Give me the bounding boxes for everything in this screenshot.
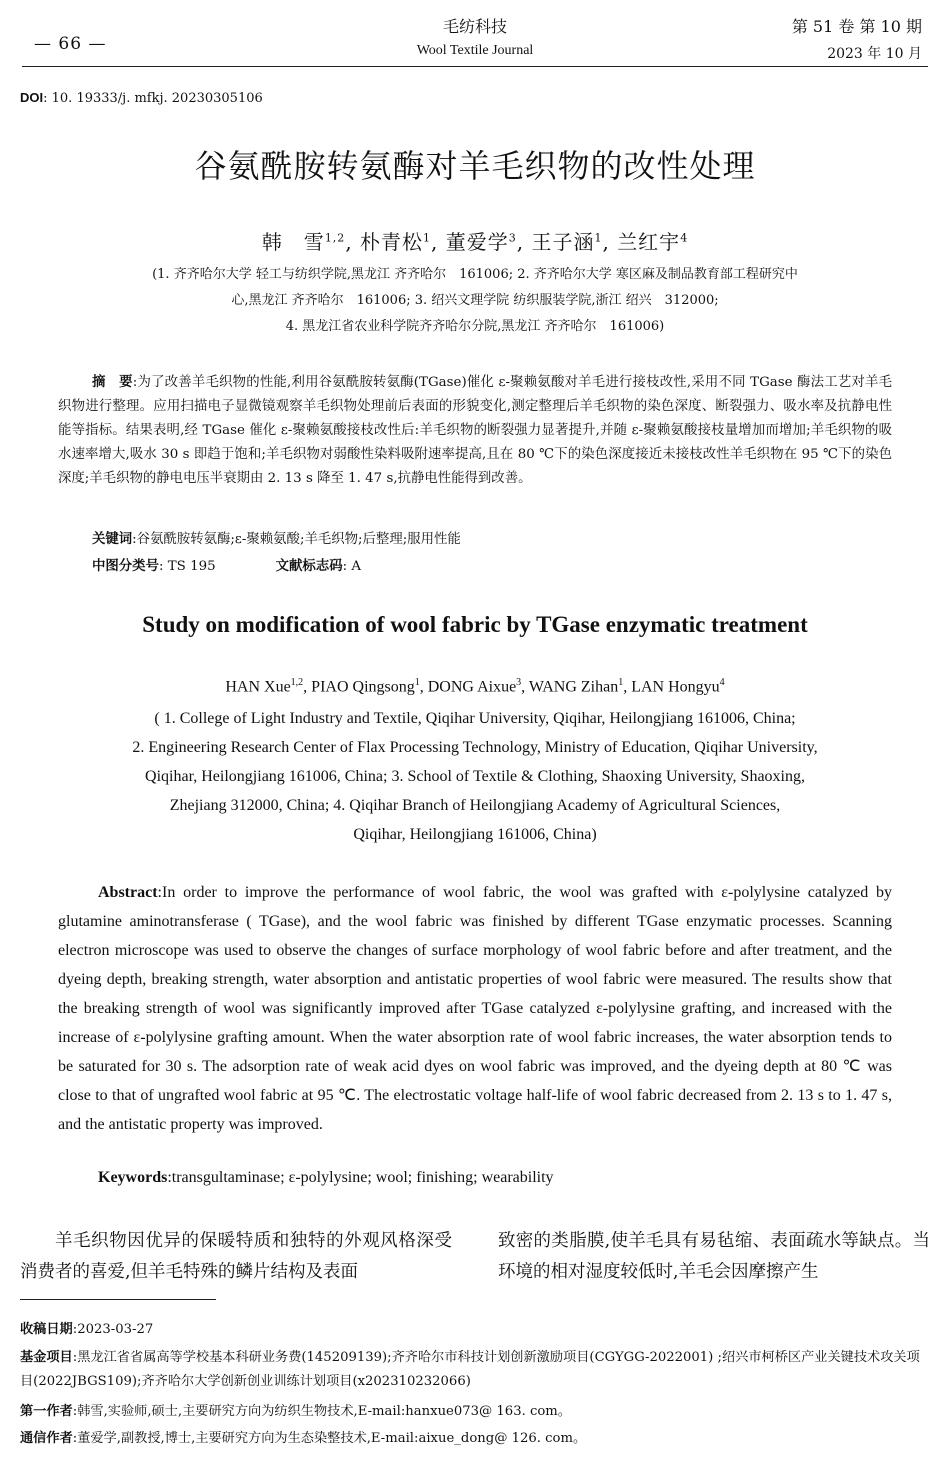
fund-label: 基金项目 bbox=[20, 1349, 73, 1364]
keywords-en bbox=[98, 1169, 554, 1187]
journal-name-cn: 毛纺科技 bbox=[442, 17, 507, 36]
paper-title-cn: 谷氨酰胺转氨酶对羊毛织物的改性处理 bbox=[194, 147, 756, 185]
doi bbox=[20, 90, 263, 106]
keywords-cn-text: :谷氨酰胺转氨酶;ε-聚赖氨酸;羊毛织物;后整理;服用性能 bbox=[132, 532, 461, 547]
abstract-en bbox=[58, 878, 892, 1139]
affiliation-line: (1. 齐齐哈尔大学 轻工与纺织学院,黑龙江 齐齐哈尔 161006; 2. 齐齐哈尔大学 寒区麻及制品教育部工程研究中 bbox=[152, 267, 798, 282]
author-sep: , bbox=[521, 678, 529, 696]
author-sup: 4 bbox=[719, 677, 725, 688]
author-name: 王子涵 bbox=[531, 230, 595, 254]
author-sup: 1 bbox=[414, 677, 420, 688]
author-name: WANG Zihan bbox=[528, 678, 619, 696]
author-sup: 1,2 bbox=[290, 677, 304, 688]
received-date: :2023-03-27 bbox=[72, 1322, 154, 1337]
author-sup: 3 bbox=[508, 231, 517, 245]
author-sep: , bbox=[516, 230, 525, 254]
footnote-rule bbox=[20, 1299, 216, 1300]
author-name: 韩 雪 bbox=[261, 230, 325, 254]
keywords-en-text: :transgultaminase; ε-polylysine; wool; finishing; wearability bbox=[167, 1169, 554, 1186]
abstract-en-text: :In order to improve the performance of wool fabric, the wool was grafted with ε-polylysine catalyzed by glutamine aminotransferase ( TGase), and the wool fabric was finished by different TGase enzymatic processes. Scanning electron microscope was used to observe the changes of surface morphology of wool fabric before and after treatment, and the dyeing depth, breaking strength, water absorption and antistatic properties of wool fabric were measured. The results show that the breaking strength of wool was significantly improved after TGase catalyzed ε-polylysine grafting, and increased with the increase of ε-polylysine grafting amount. When the water absorption rate of wool fabric increases, the water absorption tends to be saturated for 30 s. The adsorption rate of weak acid dyes on wool fabric was improved, and the dyeing depth at 80 ℃ was close to that of ungrafted wool fabric at 95 ℃. The electrostatic voltage half-life of wool fabric decreased from 2. 13 s to 1. 47 s, and the antistatic property was improved. bbox=[58, 884, 892, 1133]
author-sup: 1 bbox=[594, 231, 603, 245]
author-name: 董爱学 bbox=[445, 230, 509, 254]
authors-en bbox=[0, 677, 950, 696]
affiliation-line: Qiqihar, Heilongjiang 161006, China; 3. School of Textile & Clothing, Shaoxing University, Shaoxing, bbox=[145, 768, 805, 785]
author-name: LAN Hongyu bbox=[631, 678, 720, 696]
affiliation-line: 心,黑龙江 齐齐哈尔 161006; 3. 绍兴文理学院 纺织服装学院,浙江 绍兴 312000; bbox=[231, 293, 719, 308]
page-number: — 66 — bbox=[34, 34, 107, 54]
author-name: PIAO Qingsong bbox=[311, 678, 415, 696]
author-name: HAN Xue bbox=[225, 678, 291, 696]
abstract-en-label: Abstract bbox=[98, 884, 158, 901]
keywords-cn bbox=[92, 528, 461, 547]
footnote-first-author bbox=[20, 1399, 932, 1424]
affiliations-en bbox=[30, 704, 920, 849]
author-name: DONG Aixue bbox=[427, 678, 517, 696]
doi-value: : 10. 19333/j. mfkj. 20230305106 bbox=[43, 91, 263, 106]
affiliations-cn bbox=[40, 262, 910, 340]
keywords-cn-label: 关键词 bbox=[92, 531, 133, 546]
author-name: 朴青松 bbox=[360, 230, 424, 254]
author-sup: 1,2 bbox=[324, 231, 346, 245]
affiliation-line: Zhejiang 312000, China; 4. Qiqihar Branch of Heilongjiang Academy of Agricultural Sciences, bbox=[169, 797, 781, 814]
issue-date: 2023 年 10 月 bbox=[827, 46, 922, 62]
header-rule bbox=[22, 66, 928, 67]
doc-code-label: 文献标志码 bbox=[275, 558, 343, 573]
clc-label: 中图分类号 bbox=[92, 558, 159, 573]
corr-author-text: :董爱学,副教授,博士,主要研究方向为生态染整技术,E-mail:aixue_dong@ 126. com。 bbox=[72, 1431, 587, 1446]
received-label: 收稿日期 bbox=[20, 1321, 73, 1336]
abstract-cn-text: :为了改善羊毛织物的性能,利用谷氨酰胺转氨酶(TGase)催化 ε-聚赖氨酸对羊毛进行接枝改性,采用不同 TGase 酶法工艺对羊毛织物进行整理。应用扫描电子显微镜观察羊毛织物处理前后表面的形貌变化,测定整理后羊毛织物的染色深度、断裂强力、吸水率及抗静电性能等指标。结果表明,经 TGase 催化 ε-聚赖氨酸接枝改性后:羊毛织物的断裂强力显著提升,并随 ε-聚赖氨酸接枝量增加而增加;羊毛织物的吸水速率增大,吸水 30 s 即趋于饱和;羊毛织物对弱酸性染料吸附速率提高,且在 80 ℃下的染色深度接近未接枝改性羊毛织物在 95 ℃下的染色深度;羊毛织物的静电电压半衰期由 2. 13 s 降至 1. 47 s,抗静电性能得到改善。 bbox=[58, 375, 892, 486]
footnote-corresponding-author bbox=[20, 1426, 932, 1451]
doc-code-value: : A bbox=[342, 559, 362, 574]
classification bbox=[92, 555, 361, 574]
affiliation-line: 4. 黑龙江省农业科学院齐齐哈尔分院,黑龙江 齐齐哈尔 161006) bbox=[285, 319, 665, 334]
author-sep: , bbox=[431, 230, 439, 254]
corr-author-label: 通信作者 bbox=[20, 1430, 73, 1445]
author-sep: , bbox=[602, 230, 610, 254]
paper-title-en: Study on modification of wool fabric by TGase enzymatic treatment bbox=[142, 612, 808, 637]
affiliation-line: Qiqihar, Heilongjiang 161006, China) bbox=[353, 826, 597, 843]
first-author-text: :韩雪,实验师,硕士,主要研究方向为纺织生物技术,E-mail:hanxue073@ 163. com。 bbox=[72, 1404, 571, 1419]
keywords-en-label: Keywords bbox=[98, 1169, 168, 1186]
author-sep: , bbox=[623, 678, 632, 696]
volume-issue: 第 51 卷 第 10 期 bbox=[791, 17, 922, 36]
body-text-right: 致密的类脂膜,使羊毛具有易毡缩、表面疏水等缺点。当环境的相对湿度较低时,羊毛会因摩擦产生 bbox=[498, 1231, 930, 1282]
author-sup: 3 bbox=[516, 677, 522, 688]
affiliation-line: ( 1. College of Light Industry and Textile, Qiqihar University, Qiqihar, Heilongjiang 161006, China; bbox=[154, 710, 796, 727]
footnote-fund bbox=[20, 1345, 932, 1394]
body-text-left: 羊毛织物因优异的保暖特质和独特的外观风格深受消费者的喜爱,但羊毛特殊的鳞片结构及表面 bbox=[20, 1231, 452, 1282]
journal-name-en: Wool Textile Journal bbox=[416, 43, 534, 58]
author-sep: , bbox=[303, 678, 312, 696]
author-name: 兰红宇 bbox=[617, 230, 681, 254]
author-sup: 1 bbox=[618, 677, 624, 688]
author-sup: 1 bbox=[423, 231, 432, 245]
clc-value: : TS 195 bbox=[158, 559, 216, 574]
abstract-cn bbox=[58, 370, 892, 491]
first-author-label: 第一作者 bbox=[20, 1403, 73, 1418]
doi-label: DOI bbox=[20, 90, 44, 105]
authors-cn bbox=[0, 226, 950, 255]
abstract-cn-label: 摘 要 bbox=[92, 374, 133, 389]
affiliation-line: 2. Engineering Research Center of Flax Processing Technology, Ministry of Education, Qiqihar University, bbox=[132, 739, 818, 756]
author-sep: , bbox=[419, 678, 428, 696]
fund-text: :黑龙江省省属高等学校基本科研业务费(145209139);齐齐哈尔市科技计划创新激励项目(CGYGG-2022001) ;绍兴市柯桥区产业关键技术攻关项目(2022JBGS109);齐齐哈尔大学创新创业训练计划项目(x202310232066) bbox=[20, 1350, 920, 1389]
author-sep: , bbox=[345, 230, 353, 254]
footnote-received bbox=[20, 1317, 932, 1342]
author-sup: 4 bbox=[680, 231, 689, 245]
